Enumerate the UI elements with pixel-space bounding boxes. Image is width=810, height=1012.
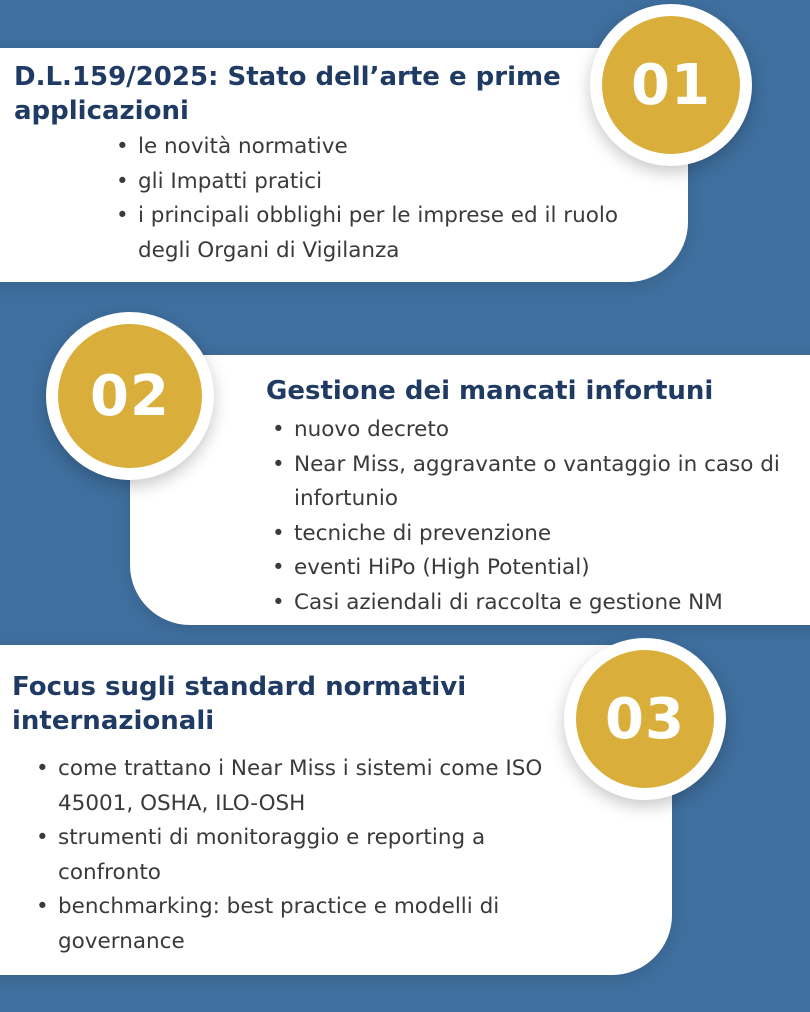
- list-item: • come trattano i Near Miss i sistemi come ISO 45001, OSHA, ILO-OSH: [36, 752, 564, 821]
- section-title-01: D.L.159/2025: Stato dell’arte e prime applicazioni: [14, 62, 561, 126]
- section-list-02: [272, 413, 808, 620]
- section-list-03: [36, 752, 564, 959]
- badge-number: 01: [602, 16, 740, 154]
- badge-number: 03: [576, 650, 714, 788]
- list-item: • strumenti di monitoraggio e reporting a confronto: [36, 821, 564, 890]
- section-list-01: [116, 130, 656, 268]
- list-item: • nuovo decreto: [272, 413, 808, 448]
- list-item: • i principali obblighi per le imprese ed il ruolo degli Organi di Vigilanza: [116, 199, 656, 268]
- list-item: • benchmarking: best practice e modelli di governance: [36, 890, 564, 959]
- number-badge-02: [46, 312, 214, 480]
- badge-number: 02: [58, 324, 202, 468]
- section-title-02: Gestione dei mancati infortuni: [266, 376, 714, 406]
- list-item: • Casi aziendali di raccolta e gestione NM: [272, 586, 808, 621]
- list-item: • gli Impatti pratici: [116, 165, 656, 200]
- list-item: • le novità normative: [116, 130, 656, 165]
- number-badge-03: [564, 638, 726, 800]
- list-item: • Near Miss, aggravante o vantaggio in caso di infortunio: [272, 448, 808, 517]
- list-item: • tecniche di prevenzione: [272, 517, 808, 552]
- number-badge-01: [590, 4, 752, 166]
- section-title-03: Focus sugli standard normativi internazionali: [12, 672, 467, 736]
- list-item: • eventi HiPo (High Potential): [272, 551, 808, 586]
